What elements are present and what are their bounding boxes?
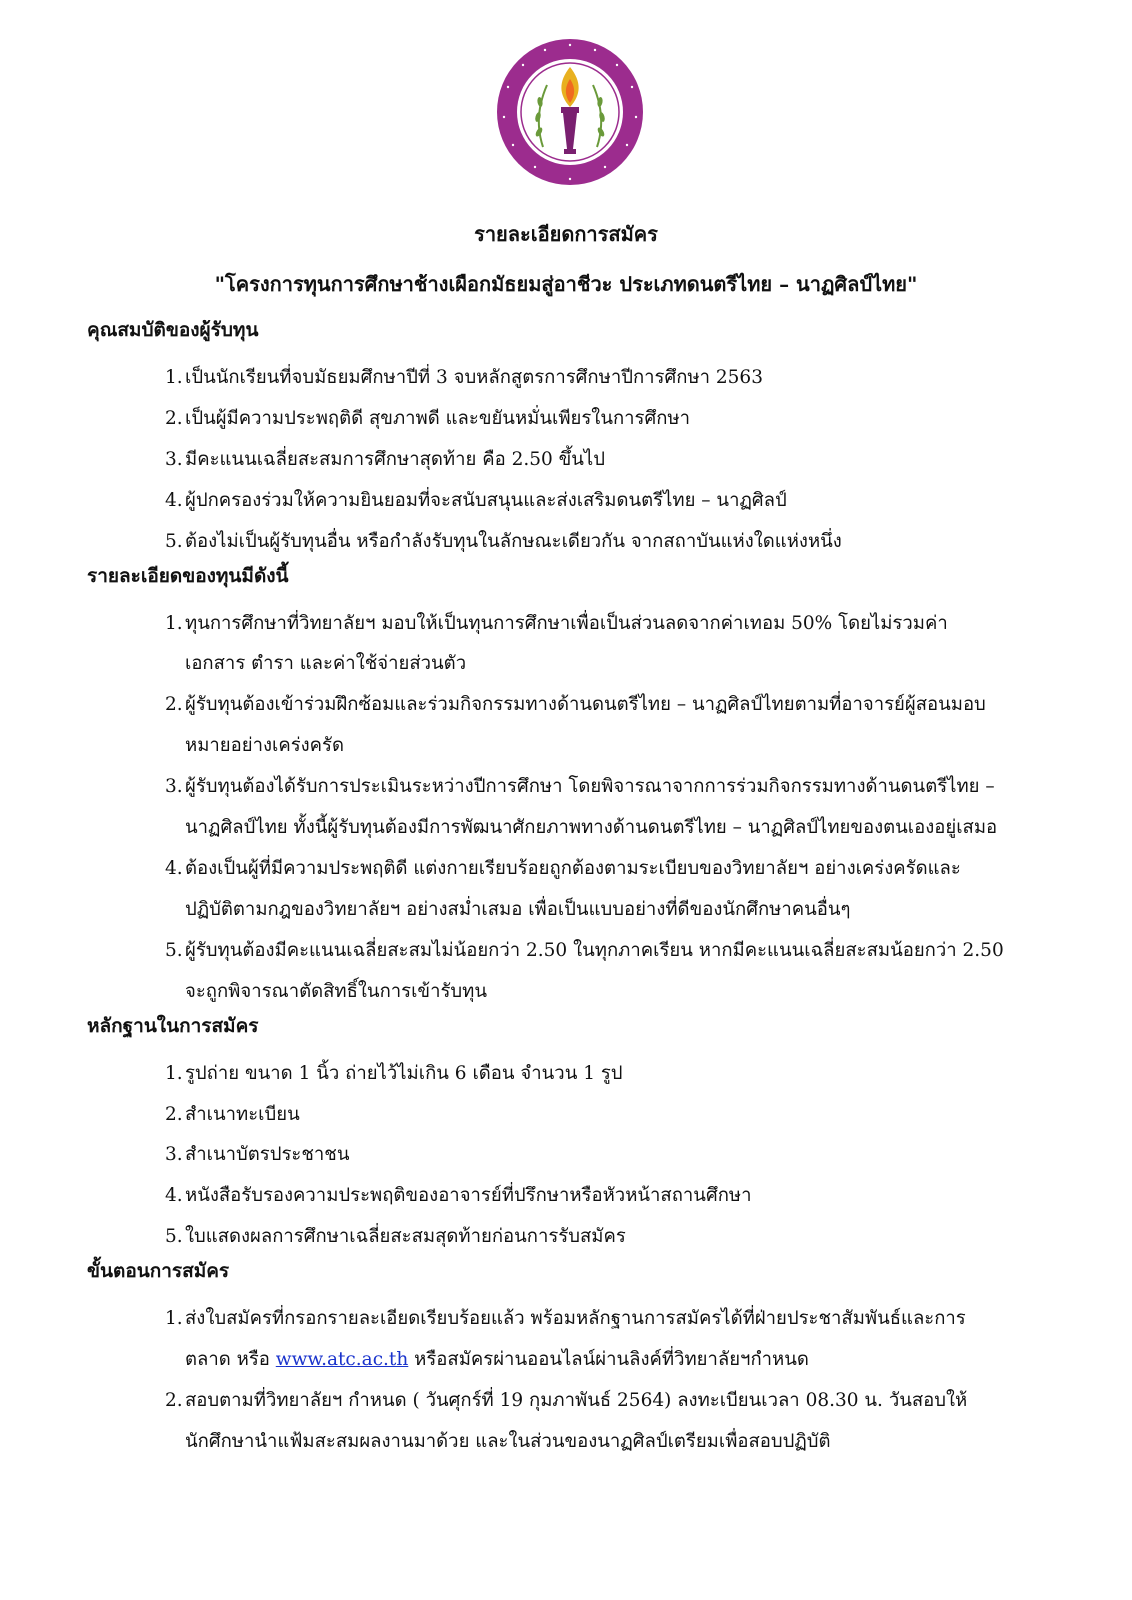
item-number: 5. [165, 1226, 183, 1248]
item-number: 4. [165, 1185, 183, 1207]
item-number: 5. [165, 530, 183, 552]
item-number: 2. [165, 1389, 183, 1411]
item-number: 3. [165, 1144, 183, 1166]
list-item [165, 1381, 1007, 1463]
college-logo [495, 37, 645, 187]
scholarship-details-section [87, 563, 1007, 1013]
section-heading: คุณสมบัติของผู้รับทุน [87, 319, 259, 341]
item-number: 1. [165, 612, 183, 634]
section-heading: หลักฐานในการสมัคร [87, 1014, 259, 1037]
item-text: หรือสมัครผ่านออนไลน์ผ่านลิงค์ที่วิทยาลัยฯกำหนด [408, 1349, 809, 1371]
item-text: ส่งใบสมัครที่กรอกรายละเอียดเรียบร้อยแล้ว พร้อมหลักฐานการสมัครได้ที่ฝ่ายประชาสัมพันธ์และการตลาด หรือ [185, 1308, 966, 1371]
item-number: 1. [165, 1308, 183, 1330]
item-number: 5. [165, 939, 183, 961]
item-text: ต้องไม่เป็นผู้รับทุนอื่น หรือกำลังรับทุนในลักษณะเดียวกัน จากสถาบันแห่งใดแห่งหนึ่ง [185, 530, 842, 552]
item-text: ผู้รับทุนต้องเข้าร่วมฝึกซ้อมและร่วมกิจกรรมทางด้านดนตรีไทย – นาฏศิลป์ไทยตามที่อาจารย์ผู้สอนมอบหมายอย่างเคร่งครัด [185, 694, 986, 757]
item-text: ต้องเป็นผู้ที่มีความประพฤติดี แต่งกายเรียบร้อยถูกต้องตามระเบียบของวิทยาลัยฯ อย่างเคร่งครัดและปฏิบัติตามกฎของวิทยาลัยฯ อย่างสม่ำเสมอ เพื่อเป็นแบบอย่างที่ดีของนักศึกษาคนอื่นๆ [185, 857, 961, 920]
scholarship-details-list [87, 604, 1007, 1013]
item-text: สอบตามที่วิทยาลัยฯ กำหนด ( วันศุกร์ที่ 19 กุมภาพันธ์ 2564) ลงทะเบียนเวลา 08.30 น. วันสอบให้นักศึกษานำแฟ้มสะสมผลงานมาด้วย และในส่วนของนาฏศิลป์เตรียมเพื่อสอบปฏิบัติ [185, 1389, 968, 1452]
item-text: สำเนาบัตรประชาชน [185, 1144, 350, 1166]
application-steps-section [87, 1258, 1007, 1463]
item-text: ผู้รับทุนต้องมีคะแนนเฉลี่ยสะสมไม่น้อยกว่า 2.50 ในทุกภาคเรียน หากมีคะแนนเฉลี่ยสะสมน้อยกว่า 2.50 จะถูกพิจารณาตัดสิทธิ์ในการเข้ารับทุน [185, 939, 1004, 1002]
item-number: 3. [165, 776, 183, 798]
item-number: 2. [165, 694, 183, 716]
list-item [165, 399, 1007, 440]
page-title: รายละเอียดการสมัคร [474, 222, 658, 246]
list-item [165, 767, 1007, 849]
item-text: รูปถ่าย ขนาด 1 นิ้ว ถ่ายไว้ไม่เกิน 6 เดือน จำนวน 1 รูป [185, 1062, 623, 1084]
list-item [165, 849, 1007, 931]
item-text: หนังสือรับรองความประพฤติของอาจารย์ที่ปรึกษาหรือหัวหน้าสถานศึกษา [185, 1185, 752, 1207]
item-text: มีคะแนนเฉลี่ยสะสมการศึกษาสุดท้าย คือ 2.50 ขึ้นไป [185, 448, 605, 470]
qualifications-section [87, 317, 1007, 563]
list-item [165, 1299, 1007, 1381]
item-text: สำเนาทะเบียน [185, 1103, 300, 1125]
item-number: 2. [165, 407, 183, 429]
project-subtitle: "โครงการทุนการศึกษาช้างเผือกมัธยมสู่อาชีวะ ประเภทดนตรีไทย – นาฏศิลป์ไทย" [214, 272, 918, 296]
list-item [165, 1135, 1007, 1176]
item-number: 3. [165, 448, 183, 470]
website-link[interactable]: www.atc.ac.th [275, 1349, 409, 1371]
required-documents-list [87, 1054, 1007, 1259]
item-number: 1. [165, 367, 183, 388]
item-text: เป็นผู้มีความประพฤติดี สุขภาพดี และขยันหมั่นเพียรในการศึกษา [185, 407, 691, 429]
list-item [165, 1095, 1007, 1136]
list-item [165, 358, 1007, 399]
list-item [165, 685, 1007, 767]
item-text: เป็นนักเรียนที่จบมัธยมศึกษาปีที่ 3 จบหลักสูตรการศึกษาปีการศึกษา 2563 [185, 367, 763, 388]
list-item [165, 1176, 1007, 1217]
item-text: ผู้ปกครองร่วมให้ความยินยอมที่จะสนับสนุนและส่งเสริมดนตรีไทย – นาฏศิลป์ [185, 489, 787, 511]
list-item [165, 604, 1007, 686]
section-heading: ขั้นตอนการสมัคร [87, 1260, 230, 1283]
list-item [165, 440, 1007, 481]
list-item [165, 481, 1007, 522]
item-text: ผู้รับทุนต้องได้รับการประเมินระหว่างปีการศึกษา โดยพิจารณาจากการร่วมกิจกรรมทางด้านดนตรีไทย – นาฏศิลป์ไทย ทั้งนี้ผู้รับทุนต้องมีการพัฒนาศักยภาพทางด้านดนตรีไทย – นาฏศิลป์ไทยของตนเองอยู่เสมอ [185, 776, 998, 839]
required-documents-section [87, 1013, 1007, 1259]
item-text: ใบแสดงผลการศึกษาเฉลี่ยสะสมสุดท้ายก่อนการรับสมัคร [185, 1226, 626, 1248]
list-item [165, 931, 1007, 1013]
item-number: 4. [165, 489, 183, 511]
item-number: 4. [165, 857, 183, 879]
item-number: 1. [165, 1062, 183, 1084]
qualifications-list [87, 358, 1007, 563]
item-text: ทุนการศึกษาที่วิทยาลัยฯ มอบให้เป็นทุนการศึกษาเพื่อเป็นส่วนลดจากค่าเทอม 50% โดยไม่รวมค่าเอกสาร ตำรา และค่าใช้จ่ายส่วนตัว [185, 612, 948, 675]
document-body [87, 317, 1007, 1463]
list-item [165, 522, 1007, 563]
section-heading: รายละเอียดของทุนมีดังนี้ [87, 564, 289, 587]
list-item [165, 1217, 1007, 1258]
list-item [165, 1054, 1007, 1095]
application-steps-list [87, 1299, 1007, 1463]
item-number: 2. [165, 1103, 183, 1125]
college-seal-icon [495, 37, 645, 187]
